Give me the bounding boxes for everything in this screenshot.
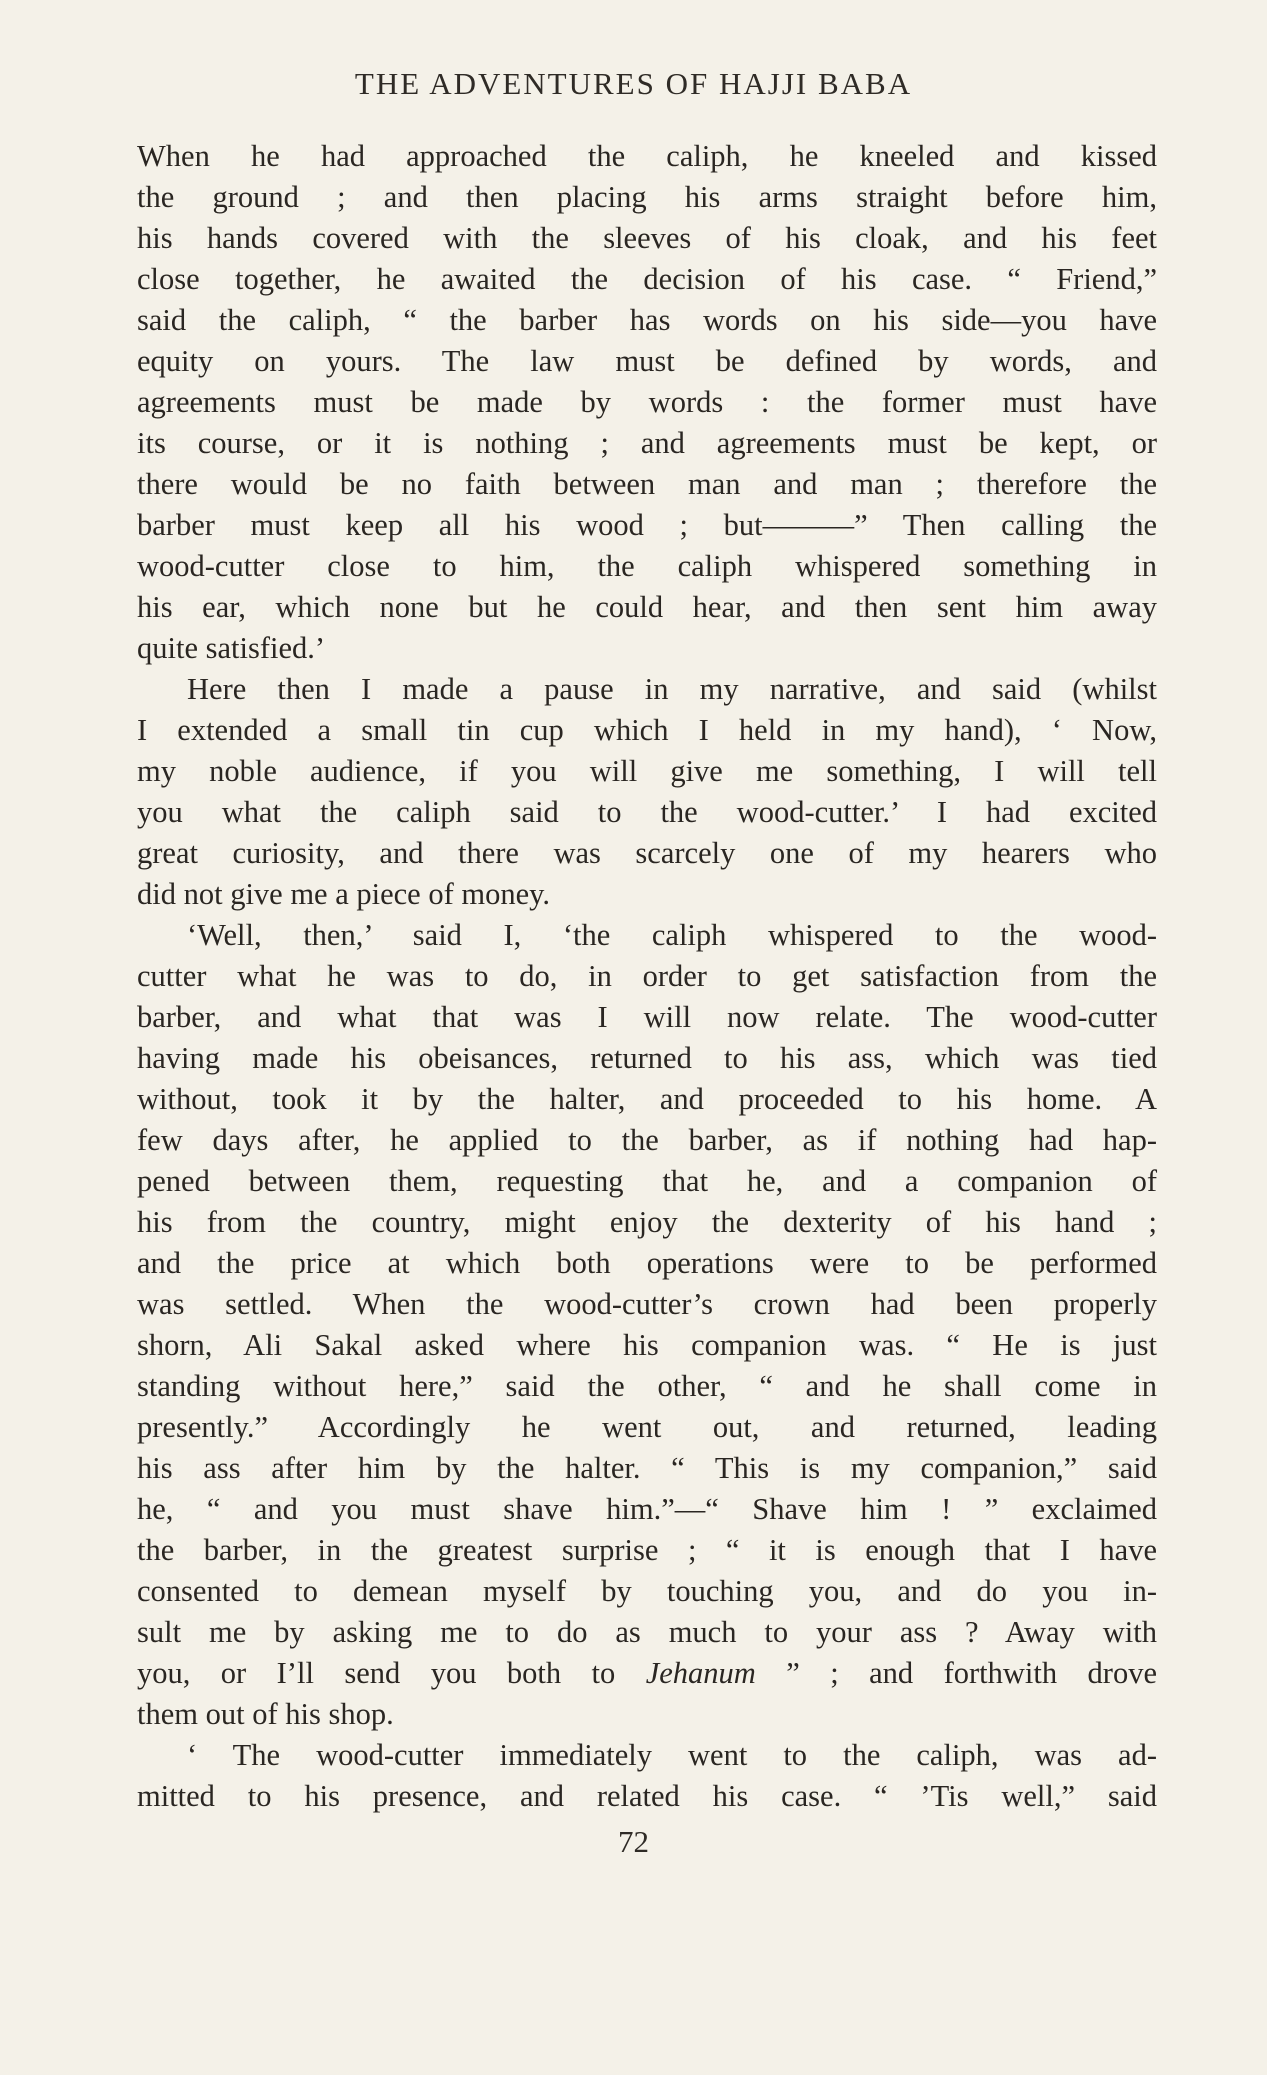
text-line: pened between them, requesting that he, and a companion of (137, 1164, 1157, 1198)
text-line: his ass after him by the halter. “ This is my companion,” said (137, 1451, 1157, 1485)
text-line: and the price at which both operations were to be performed (137, 1246, 1157, 1280)
text-line: mitted to his presence, and related his case. “ ’Tis well,” said (137, 1779, 1157, 1813)
text-line: shorn, Ali Sakal asked where his companion was. “ He is just (137, 1328, 1157, 1362)
text-line: said the caliph, “ the barber has words on his side—you have (137, 303, 1157, 337)
text-line: barber must keep all his wood ; but———” Then calling the (137, 508, 1157, 542)
text-line: close together, he awaited the decision of his case. “ Friend,” (137, 262, 1157, 296)
text-line: his ear, which none but he could hear, and then sent him away (137, 590, 1157, 624)
text-line: its course, or it is nothing ; and agreements must be kept, or (137, 426, 1157, 460)
text-line: the barber, in the greatest surprise ; “ it is enough that I have (137, 1533, 1157, 1567)
paragraph-end-line: did not give me a piece of money. (137, 877, 551, 911)
text-line: he, “ and you must shave him.”—“ Shave him ! ” exclaimed (137, 1492, 1157, 1526)
text-line: presently.” Accordingly he went out, and returned, leading (137, 1410, 1157, 1444)
line-start: you, or I’ll send you both to (137, 1656, 646, 1690)
text-line: having made his obeisances, returned to his ass, which was tied (137, 1041, 1157, 1075)
paragraph-start-line: Here then I made a pause in my narrative, and said (whilst (187, 672, 1157, 706)
text-line: barber, and what that was I will now relate. The wood-cutter (137, 1000, 1157, 1034)
text-line: equity on yours. The law must be defined by words, and (137, 344, 1157, 378)
text-line: cutter what he was to do, in order to get satisfaction from the (137, 959, 1157, 993)
text-line: his from the country, might enjoy the dexterity of his hand ; (137, 1205, 1157, 1239)
text-line: standing without here,” said the other, “ and he shall come in (137, 1369, 1157, 1403)
text-line: his hands covered with the sleeves of his cloak, and his feet (137, 221, 1157, 255)
text-line: without, took it by the halter, and proceeded to his home. A (137, 1082, 1157, 1116)
page-number: 72 (618, 1824, 649, 1859)
text-line: was settled. When the wood-cutter’s crown had been properly (137, 1287, 1157, 1321)
line-tail: ” ; and forthwith drove (755, 1656, 1157, 1690)
text-line: my noble audience, if you will give me something, I will tell (137, 754, 1157, 788)
paragraph-start-line: ‘ The wood-cutter immediately went to the caliph, was ad- (187, 1738, 1157, 1772)
running-head: THE ADVENTURES OF HAJJI BABA (354, 66, 913, 101)
paragraph-end-line: them out of his shop. (137, 1697, 394, 1731)
text-line: wood-cutter close to him, the caliph whispered something in (137, 549, 1157, 583)
paragraph-start-line: ‘Well, then,’ said I, ‘the caliph whispered to the wood- (187, 918, 1157, 952)
text-line-with-italic (137, 1653, 1157, 1694)
italic-word: Jehanum (645, 1656, 756, 1690)
paragraph-end-line: quite satisfied.’ (137, 631, 326, 665)
text-line: great curiosity, and there was scarcely one of my hearers who (137, 836, 1157, 870)
text-line: the ground ; and then placing his arms straight before him, (137, 180, 1157, 214)
text-line: I extended a small tin cup which I held in my hand), ‘ Now, (137, 713, 1157, 747)
text-line: you what the caliph said to the wood-cutter.’ I had excited (137, 795, 1157, 829)
text-line: When he had approached the caliph, he kneeled and kissed (137, 139, 1157, 173)
text-line: sult me by asking me to do as much to your ass ? Away with (137, 1615, 1157, 1649)
text-line: consented to demean myself by touching you, and do you in- (137, 1574, 1157, 1608)
body-text (137, 136, 1157, 1817)
text-line: few days after, he applied to the barber, as if nothing had hap- (137, 1123, 1157, 1157)
text-line: there would be no faith between man and man ; therefore the (137, 467, 1157, 501)
text-line: agreements must be made by words : the former must have (137, 385, 1157, 419)
